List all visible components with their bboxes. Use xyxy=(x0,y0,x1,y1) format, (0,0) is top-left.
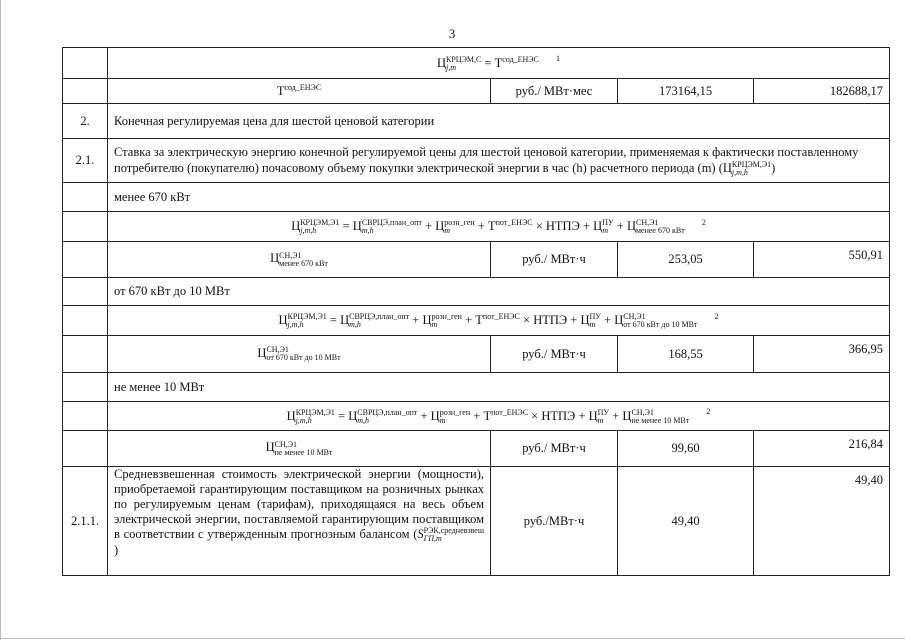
section-number: 2.1. xyxy=(63,139,108,183)
rate-label-cell: ЦСН,Э1 от 670 кВт до 10 МВт xyxy=(108,336,491,373)
value-cell-1: 173164,15 xyxy=(618,79,754,104)
rate-label-cell: $Т^{сод\_ЕНЭС}$ xyxy=(108,79,491,104)
formula-cell xyxy=(108,212,890,242)
table-row xyxy=(63,242,890,278)
empty-num-cell xyxy=(63,373,108,402)
empty-num-cell xyxy=(63,431,108,467)
unit-cell: руб./ МВт·ч xyxy=(491,336,618,373)
band-heading: от 670 кВт до 10 МВт xyxy=(108,278,890,306)
table-row xyxy=(63,402,890,431)
unit-cell: руб./МВт·ч xyxy=(491,467,618,576)
value-cell-2: 49,40 xyxy=(754,467,890,576)
empty-num-cell xyxy=(63,306,108,336)
formula-top: ЦКРЦЭМ,С $j,m = Т^{сод\_ЕНЭС}$ $^1$ xyxy=(436,54,561,72)
table-row xyxy=(63,104,890,139)
table-row xyxy=(63,336,890,373)
section-number: 2. xyxy=(63,104,108,139)
empty-num-cell xyxy=(63,402,108,431)
value-cell-2: 216,84 xyxy=(754,431,890,467)
empty-num-cell xyxy=(63,212,108,242)
formula-band-1: ЦКРЦЭМ,Э1 j,m,h = ЦСВРЦЭ,план_опт m,h + Црозн_ген $m + Т^{пот\_ЕНЭС}$ × НТПЭ + ЦПУ m + ЦСН,Э1 менее 670 кВт $^2$ xyxy=(291,217,706,236)
section-number: 2.1.1. xyxy=(63,467,108,576)
empty-num-cell xyxy=(63,183,108,212)
table-row xyxy=(63,306,890,336)
unit-cell: руб./ МВт·ч xyxy=(491,242,618,278)
table-row xyxy=(63,373,890,402)
value-cell-1: 253,05 xyxy=(618,242,754,278)
empty-num-cell xyxy=(63,336,108,373)
table-row xyxy=(63,212,890,242)
value-cell-1: 99,60 xyxy=(618,431,754,467)
table-row xyxy=(63,467,890,576)
value-cell-1: 49,40 xyxy=(618,467,754,576)
rate-label-cell: ЦСН,Э1 менее 670 кВт xyxy=(108,242,491,278)
table-row xyxy=(63,139,890,183)
page-bottom-edge xyxy=(0,638,905,639)
unit-cell: руб./ МВт·ч xyxy=(491,431,618,467)
value-cell-2: 182688,17 xyxy=(754,79,890,104)
empty-num-cell xyxy=(63,79,108,104)
formula-band-2: ЦКРЦЭМ,Э1 j,m,h = ЦСВРЦЭ,план_опт m,h + Црозн_ген $m + Т^{пот\_ЕНЭС}$ × НТПЭ + ЦПУ m + ЦСН,Э1 от 670 кВт до 10 МВт $^2$ xyxy=(278,311,719,330)
page-left-edge xyxy=(0,0,1,640)
table-row xyxy=(63,183,890,212)
formula-cell xyxy=(108,306,890,336)
unit-cell: руб./ МВт·мес xyxy=(491,79,618,104)
rate-label-cell: ЦСН,Э1 не менее 10 МВт xyxy=(108,431,491,467)
band-heading: не менее 10 МВт xyxy=(108,373,890,402)
section-text: Ставка за электрическую энергию конечной регулируемой цены для шестой ценовой категории, применяемая к фактически поставленному потребителю (покупателю) почасовому объему покупки электрической энергии в час (h) расчетного периода (m) (ЦКРЦЭМ,Э1 j,m,h ) xyxy=(108,139,890,183)
formula-cell xyxy=(108,402,890,431)
table-row xyxy=(63,278,890,306)
table-row xyxy=(63,48,890,79)
band-heading: менее 670 кВт xyxy=(108,183,890,212)
empty-num-cell xyxy=(63,48,108,79)
section-text: Средневзвешенная стоимость электрической энергии (мощности), приобретаемой гарантирующим поставщиком на розничных рынках по регулируемым ценам (тарифам), приходящаяся на весь объем электрической энергии, поставляемой гарантирующим поставщиком в соответствии с утвержденным прогнозным балансом (SРЭК,средневзвеш ГП,m) xyxy=(108,467,491,576)
value-cell-1: 168,55 xyxy=(618,336,754,373)
tariff-table xyxy=(62,47,890,576)
table-row xyxy=(63,431,890,467)
value-cell-2: 366,95 xyxy=(754,336,890,373)
empty-num-cell xyxy=(63,278,108,306)
section-title: Конечная регулируемая цена для шестой ценовой категории xyxy=(108,104,890,139)
empty-num-cell xyxy=(63,242,108,278)
value-cell-2: 550,91 xyxy=(754,242,890,278)
formula-cell-top xyxy=(108,48,890,79)
page-number: 3 xyxy=(448,26,456,41)
formula-band-3: ЦКРЦЭМ,Э1 j,m,h = ЦСВРЦЭ,план_опт m,h + Црозн_ген $m + Т^{пот\_ЕНЭС}$ × НТПЭ + ЦПУ m + ЦСН,Э1 не менее 10 МВт $^2$ xyxy=(286,407,711,425)
table-row xyxy=(63,79,890,104)
